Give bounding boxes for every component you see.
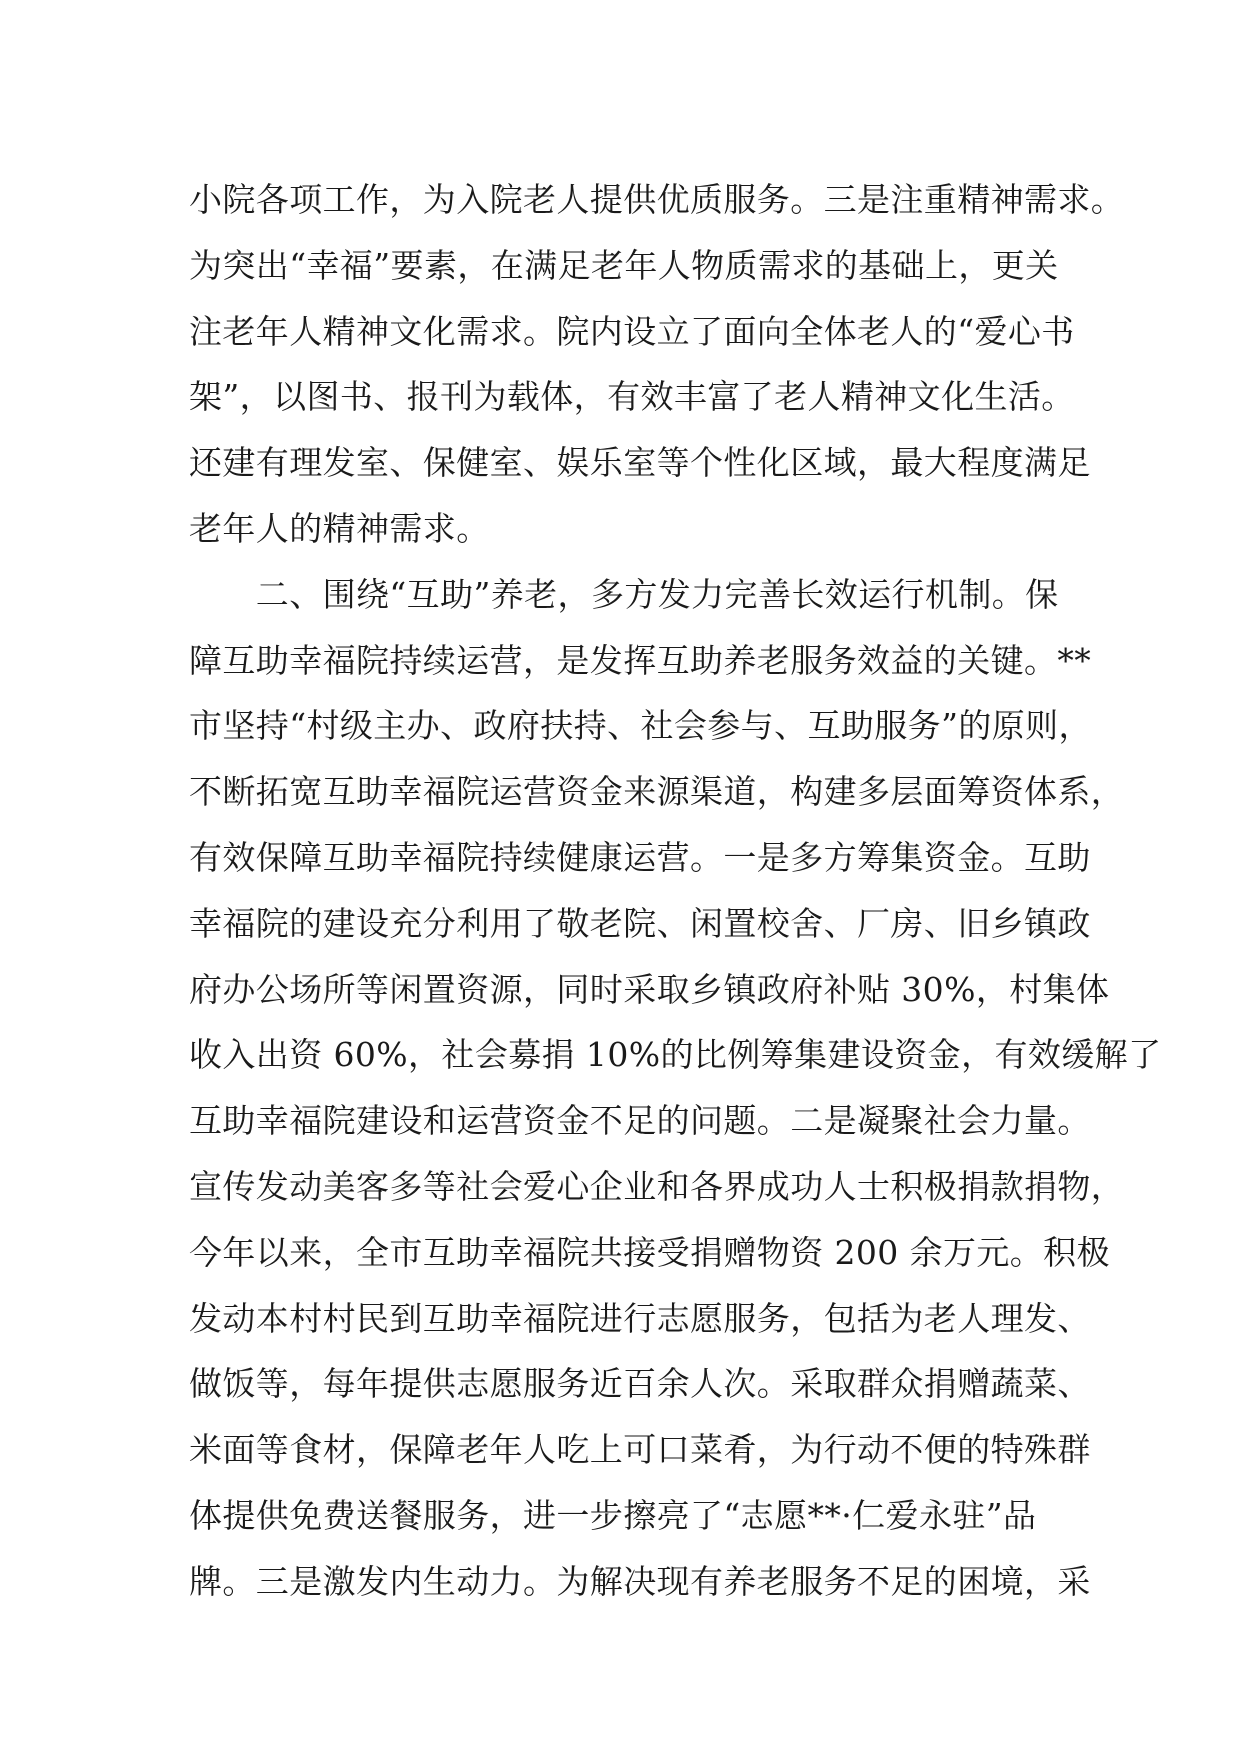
text-line: 今年以来，全市互助幸福院共接受捐赠物资 200 余万元。积极	[189, 1232, 1110, 1272]
body-text	[189, 167, 1162, 1615]
text-line: 府办公场所等闲置资源，同时采取乡镇政府补贴 30%，村集体	[189, 969, 1110, 1009]
text-line: 为突出“幸福”要素，在满足老年人物质需求的基础上，更关	[189, 245, 1059, 285]
text-line: 收入出资 60%，社会募捐 10%的比例筹集建设资金，有效缓解了	[189, 1035, 1162, 1075]
text-line: 架”，以图书、报刊为载体，有效丰富了老人精神文化生活。	[189, 377, 1075, 417]
text-line: 有效保障互助幸福院持续健康运营。一是多方筹集资金。互助	[189, 837, 1091, 877]
text-line: 二、围绕“互助”养老，多方发力完善长效运行机制。保	[189, 574, 1059, 614]
text-line: 不断拓宽互助幸福院运营资金来源渠道，构建多层面筹资体系，	[189, 772, 1125, 812]
text-line: 小院各项工作，为入院老人提供优质服务。三是注重精神需求。	[189, 180, 1125, 219]
text-line: 市坚持“村级主办、政府扶持、社会参与、互助服务”的原则，	[189, 706, 1092, 746]
text-line: 发动本村村民到互助幸福院进行志愿服务，包括为老人理发、	[189, 1298, 1091, 1338]
text-line: 障互助幸福院持续运营，是发挥互助养老服务效益的关键。**	[189, 640, 1092, 680]
text-line: 互助幸福院建设和运营资金不足的问题。二是凝聚社会力量。	[189, 1101, 1091, 1141]
text-line: 做饭等，每年提供志愿服务近百余人次。采取群众捐赠蔬菜、	[189, 1364, 1091, 1404]
text-line: 老年人的精神需求。	[189, 508, 490, 548]
text-line: 注老年人精神文化需求。院内设立了面向全体老人的“爱心书	[189, 311, 1075, 351]
text-line: 牌。三是激发内生动力。为解决现有养老服务不足的困境，采	[189, 1561, 1091, 1601]
text-line: 宣传发动美客多等社会爱心企业和各界成功人士积极捐款捐物，	[189, 1166, 1125, 1206]
text-line: 还建有理发室、保健室、娱乐室等个性化区域，最大程度满足	[189, 443, 1091, 483]
text-line: 体提供免费送餐服务，进一步擦亮了“志愿**·仁爱永驻”品	[189, 1495, 1037, 1535]
text-line: 幸福院的建设充分利用了敬老院、闲置校舍、厂房、旧乡镇政	[189, 903, 1091, 943]
text-line: 米面等食材，保障老年人吃上可口菜肴，为行动不便的特殊群	[189, 1430, 1091, 1470]
